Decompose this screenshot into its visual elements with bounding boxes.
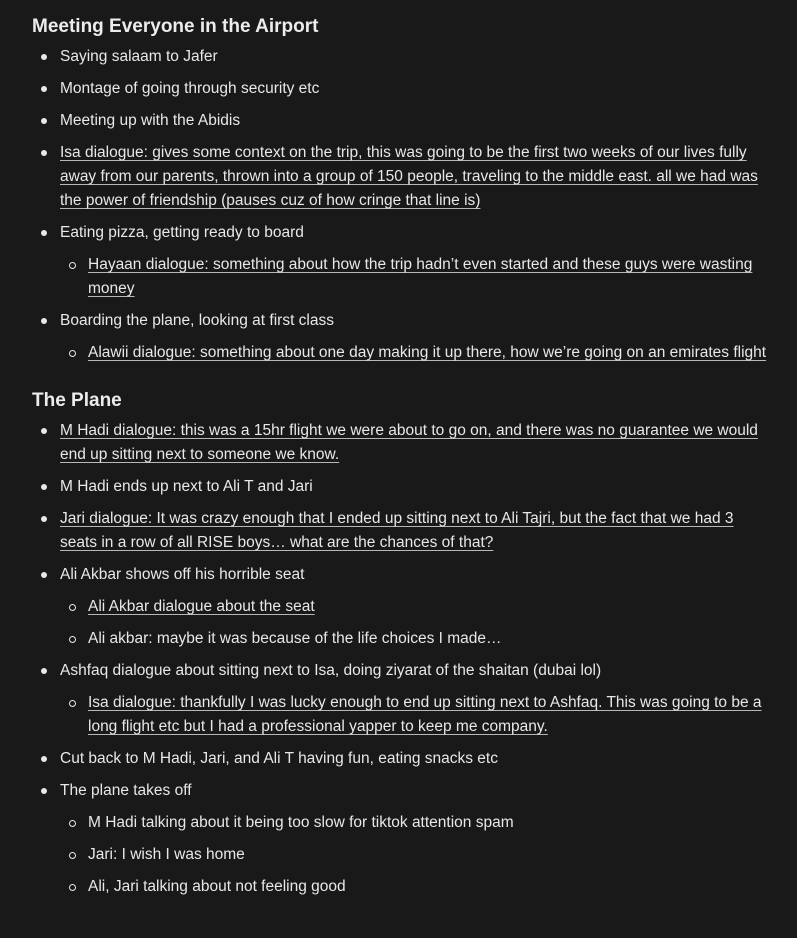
linked-item-text[interactable]: Ali Akbar dialogue about the seat [88, 598, 315, 615]
item-text: The plane takes off [60, 782, 192, 799]
list-item[interactable] [32, 563, 772, 651]
item-text: M Hadi talking about it being too slow for tiktok attention spam [88, 814, 514, 831]
nested-bullet-list [60, 341, 772, 365]
linked-item-text[interactable]: Alawii dialogue: something about one day making it up there, how we’re going on an emirates flight [88, 344, 767, 361]
list-item[interactable] [32, 747, 772, 771]
item-text: Montage of going through security etc [60, 80, 320, 97]
nested-bullet-list [60, 595, 772, 651]
list-item[interactable] [32, 419, 772, 467]
item-text: Cut back to M Hadi, Jari, and Ali T having fun, eating snacks etc [60, 750, 498, 767]
list-item[interactable] [32, 109, 772, 133]
document [32, 0, 772, 907]
item-text: Ali, Jari talking about not feeling good [88, 878, 346, 895]
item-text: Ali akbar: maybe it was because of the life choices I made… [88, 630, 502, 647]
list-item[interactable] [32, 141, 772, 213]
list-item[interactable] [32, 475, 772, 499]
bullet-list [32, 419, 772, 899]
item-text: Ali Akbar shows off his horrible seat [60, 566, 305, 583]
list-item[interactable] [32, 659, 772, 739]
list-item[interactable] [32, 77, 772, 101]
item-text: Boarding the plane, looking at first class [60, 312, 334, 329]
bullet-list [32, 45, 772, 365]
list-item[interactable] [32, 309, 772, 365]
nested-bullet-list [60, 691, 772, 739]
nested-list-item[interactable] [60, 253, 772, 301]
linked-item-text[interactable]: Hayaan dialogue: something about how the trip hadn’t even started and these guys were wasting money [88, 256, 753, 297]
item-text: Saying salaam to Jafer [60, 48, 218, 65]
nested-bullet-list [60, 253, 772, 301]
section-heading: Meeting Everyone in the Airport [32, 16, 319, 37]
nested-list-item[interactable] [60, 595, 772, 619]
section-heading: The Plane [32, 390, 122, 411]
linked-item-text[interactable]: Jari dialogue: It was crazy enough that I ended up sitting next to Ali Tajri, but the fact that we had 3 seats in a row of all RISE boys… what are the chances of that? [60, 510, 734, 551]
linked-item-text[interactable]: Isa dialogue: thankfully I was lucky enough to end up sitting next to Ashfaq. This was going to be a long flight etc but I had a professional yapper to keep me company. [88, 694, 762, 735]
nested-list-item[interactable] [60, 843, 772, 867]
nested-list-item[interactable] [60, 811, 772, 835]
list-item[interactable] [32, 45, 772, 69]
linked-item-text[interactable]: M Hadi dialogue: this was a 15hr flight we were about to go on, and there was no guarantee we would end up sitting next to someone we know. [60, 422, 758, 463]
nested-list-item[interactable] [60, 341, 772, 365]
nested-bullet-list [60, 811, 772, 899]
nested-list-item[interactable] [60, 691, 772, 739]
item-text: M Hadi ends up next to Ali T and Jari [60, 478, 313, 495]
nested-list-item[interactable] [60, 627, 772, 651]
list-item[interactable] [32, 221, 772, 301]
item-text: Eating pizza, getting ready to board [60, 224, 304, 241]
item-text: Meeting up with the Abidis [60, 112, 241, 129]
nested-list-item[interactable] [60, 875, 772, 899]
list-item[interactable] [32, 779, 772, 899]
item-text: Jari: I wish I was home [88, 846, 245, 863]
item-text: Ashfaq dialogue about sitting next to Isa, doing ziyarat of the shaitan (dubai lol) [60, 662, 602, 679]
linked-item-text[interactable]: Isa dialogue: gives some context on the trip, this was going to be the first two weeks of our lives fully away from our parents, thrown into a group of 150 people, traveling to the middle east. all we had was the power of friendship (pauses cuz of how cringe that line is) [60, 144, 758, 209]
list-item[interactable] [32, 507, 772, 555]
